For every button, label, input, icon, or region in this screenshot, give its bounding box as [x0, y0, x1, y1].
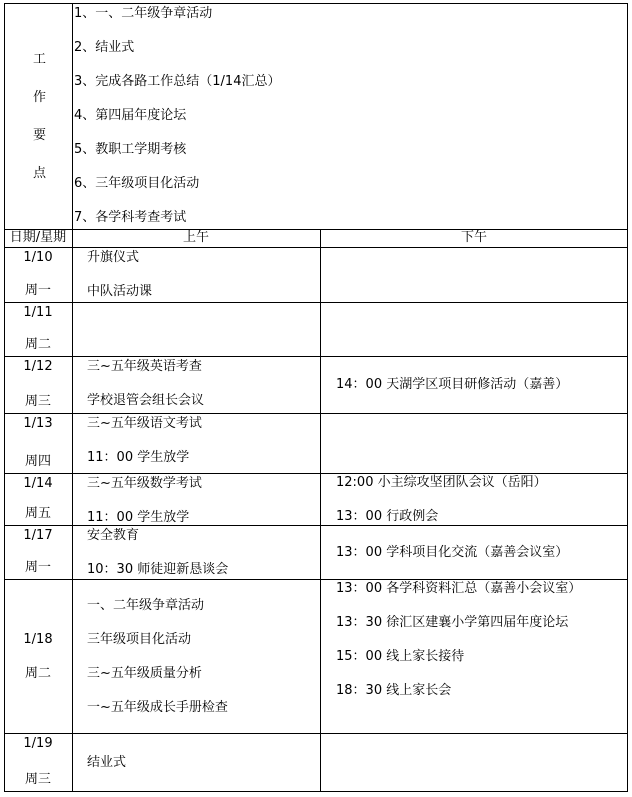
pm-activity: 13：00 各学科资料汇总（嘉善小会议室）	[336, 581, 582, 596]
row-weekday: 周一	[24, 283, 51, 298]
row-date: 1/19	[23, 736, 53, 751]
header-am: 上午	[182, 230, 209, 245]
row-weekday: 周五	[24, 506, 51, 521]
header-date: 日期/星期	[9, 230, 67, 245]
am-activity: 三~五年级语文考试	[87, 416, 202, 431]
pm-activity: 13：30 徐汇区建襄小学第四届年度论坛	[336, 615, 569, 630]
row-date: 1/18	[23, 632, 53, 647]
work-point-item: 5、教职工学期考核	[74, 142, 187, 157]
work-points-label-cell	[4, 3, 73, 230]
pm-cell	[320, 302, 628, 357]
am-activity: 三年级项目化活动	[87, 632, 192, 647]
am-activity: 一~五年级成长手册检查	[87, 700, 228, 715]
row-date: 1/10	[23, 250, 53, 265]
am-activity: 结业式	[87, 754, 127, 770]
pm-activity: 14：00 天湖学区项目研修活动（嘉善）	[336, 377, 569, 392]
work-point-item: 3、完成各路工作总结（1/14汇总）	[74, 74, 281, 89]
row-date: 1/11	[23, 305, 53, 320]
pm-activity: 13：00 学科项目化交流（嘉善会议室）	[336, 544, 569, 560]
am-cell	[72, 302, 321, 357]
am-activity: 安全教育	[87, 528, 140, 543]
row-weekday: 周三	[24, 394, 51, 409]
row-date: 1/17	[23, 528, 53, 543]
row-weekday: 周三	[24, 772, 51, 787]
work-point-item: 1、一、二年级争章活动	[74, 6, 213, 21]
row-weekday: 周二	[24, 337, 51, 352]
work-points-label-char: 工	[33, 52, 47, 67]
header-pm: 下午	[460, 230, 487, 245]
am-activity: 10：30 师徒迎新恳谈会	[87, 562, 229, 577]
pm-activity: 18：30 线上家长会	[336, 683, 452, 698]
row-date: 1/13	[23, 416, 53, 431]
work-point-item: 2、结业式	[74, 40, 135, 55]
date-cell	[4, 579, 73, 734]
am-activity: 三~五年级质量分析	[87, 666, 202, 681]
am-activity: 中队活动课	[87, 284, 153, 299]
work-point-item: 7、各学科考查考试	[74, 210, 187, 225]
am-activity: 11：00 学生放学	[87, 450, 190, 465]
am-activity: 升旗仪式	[87, 250, 140, 265]
am-activity: 学校退管会组长会议	[87, 393, 205, 408]
pm-activity: 13：00 行政例会	[336, 509, 439, 524]
row-date: 1/14	[23, 476, 53, 491]
row-weekday: 周一	[24, 560, 51, 575]
row-weekday: 周四	[24, 454, 51, 469]
work-point-item: 4、第四届年度论坛	[74, 108, 187, 123]
row-weekday: 周二	[24, 666, 51, 681]
am-activity: 三~五年级英语考查	[87, 359, 202, 374]
work-point-item: 6、三年级项目化活动	[74, 176, 200, 191]
work-points-label-char: 要	[33, 128, 47, 143]
pm-activity: 12:00 小主综攻坚团队会议（岳阳）	[336, 475, 547, 490]
pm-cell	[320, 733, 628, 792]
am-activity: 三~五年级数学考试	[87, 476, 202, 491]
am-activity: 一、二年级争章活动	[87, 598, 205, 613]
row-date: 1/12	[23, 359, 53, 374]
pm-cell	[320, 247, 628, 303]
work-points-label-char: 点	[33, 166, 47, 181]
pm-cell	[320, 413, 628, 474]
am-activity: 11：00 学生放学	[87, 510, 190, 525]
pm-activity: 15：00 线上家长接待	[336, 649, 465, 664]
work-points-label-char: 作	[33, 90, 47, 105]
